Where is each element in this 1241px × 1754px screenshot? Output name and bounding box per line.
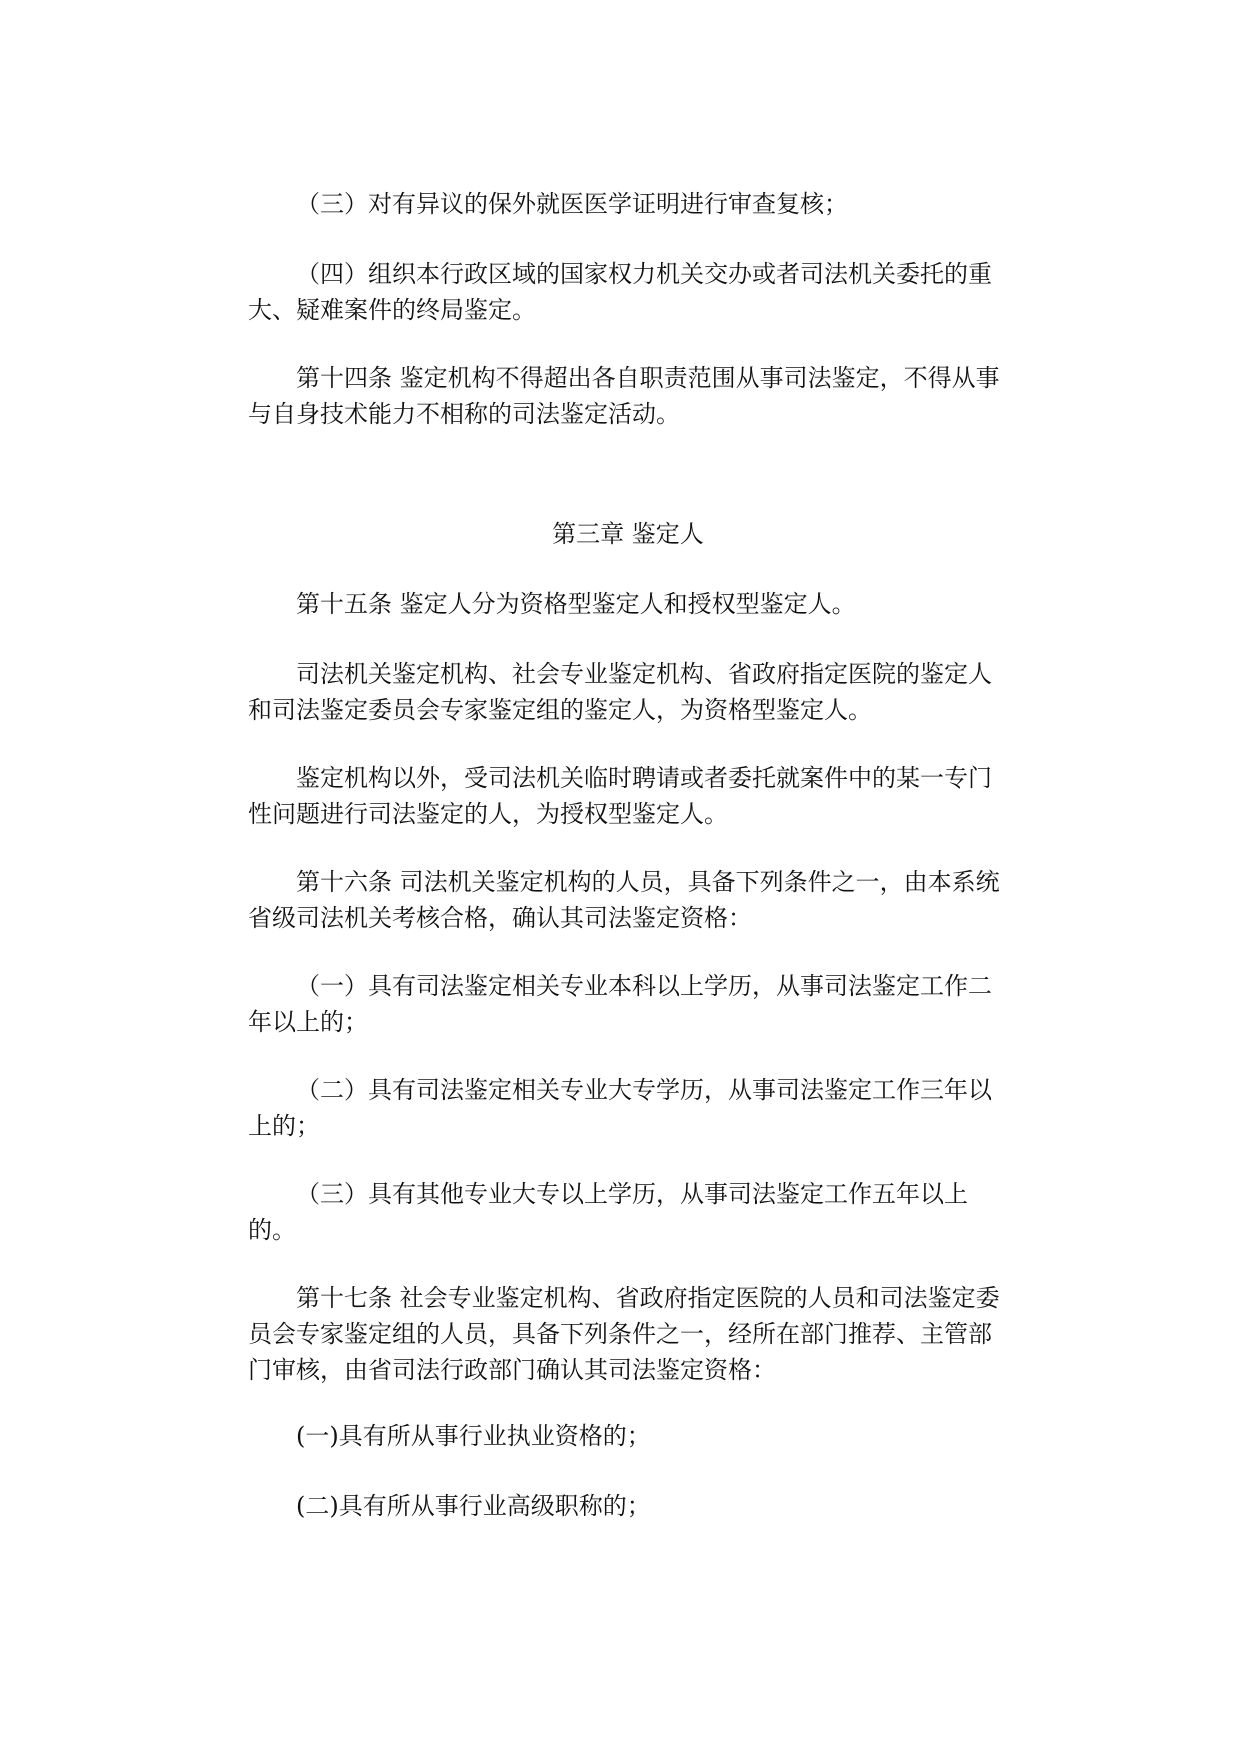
condition-item-3: （三）具有其他专业大专以上学历，从事司法鉴定工作五年以上的。 (248, 1180, 968, 1244)
condition-item-1: （一）具有司法鉴定相关专业本科以上学历，从事司法鉴定工作二年以上的； (248, 972, 992, 1036)
article-16: 第十六条 司法机关鉴定机构的人员，具备下列条件之一，由本系统省级司法机关考核合格，确认其司法鉴定资格： (248, 868, 1000, 932)
article-15: 第十五条 鉴定人分为资格型鉴定人和授权型鉴定人。 (296, 590, 856, 618)
article-17-item-2: (二)具有所从事行业高级职称的； (296, 1492, 651, 1520)
article-17-item-1: (一)具有所从事行业执业资格的； (296, 1422, 651, 1450)
article-14: 第十四条 鉴定机构不得超出各自职责范围从事司法鉴定，不得从事与自身技术能力不相称的司法鉴定活动。 (248, 364, 1000, 428)
qualified-appraiser-definition: 司法机关鉴定机构、社会专业鉴定机构、省政府指定医院的鉴定人和司法鉴定委员会专家鉴定组的鉴定人，为资格型鉴定人。 (248, 660, 992, 724)
article-17: 第十七条 社会专业鉴定机构、省政府指定医院的人员和司法鉴定委员会专家鉴定组的人员，具备下列条件之一，经所在部门推荐、主管部门审核，由省司法行政部门确认其司法鉴定资格： (248, 1284, 1000, 1384)
paragraph-item-4: （四）组织本行政区域的国家权力机关交办或者司法机关委托的重大、疑难案件的终局鉴定。 (248, 260, 992, 324)
authorized-appraiser-definition: 鉴定机构以外，受司法机关临时聘请或者委托就案件中的某一专门性问题进行司法鉴定的人，为授权型鉴定人。 (248, 764, 992, 828)
paragraph-item-3: （三）对有异议的保外就医医学证明进行审查复核； (296, 190, 848, 218)
condition-item-2: （二）具有司法鉴定相关专业大专学历，从事司法鉴定工作三年以上的； (248, 1076, 992, 1140)
chapter-3-heading: 第三章 鉴定人 (552, 520, 704, 548)
